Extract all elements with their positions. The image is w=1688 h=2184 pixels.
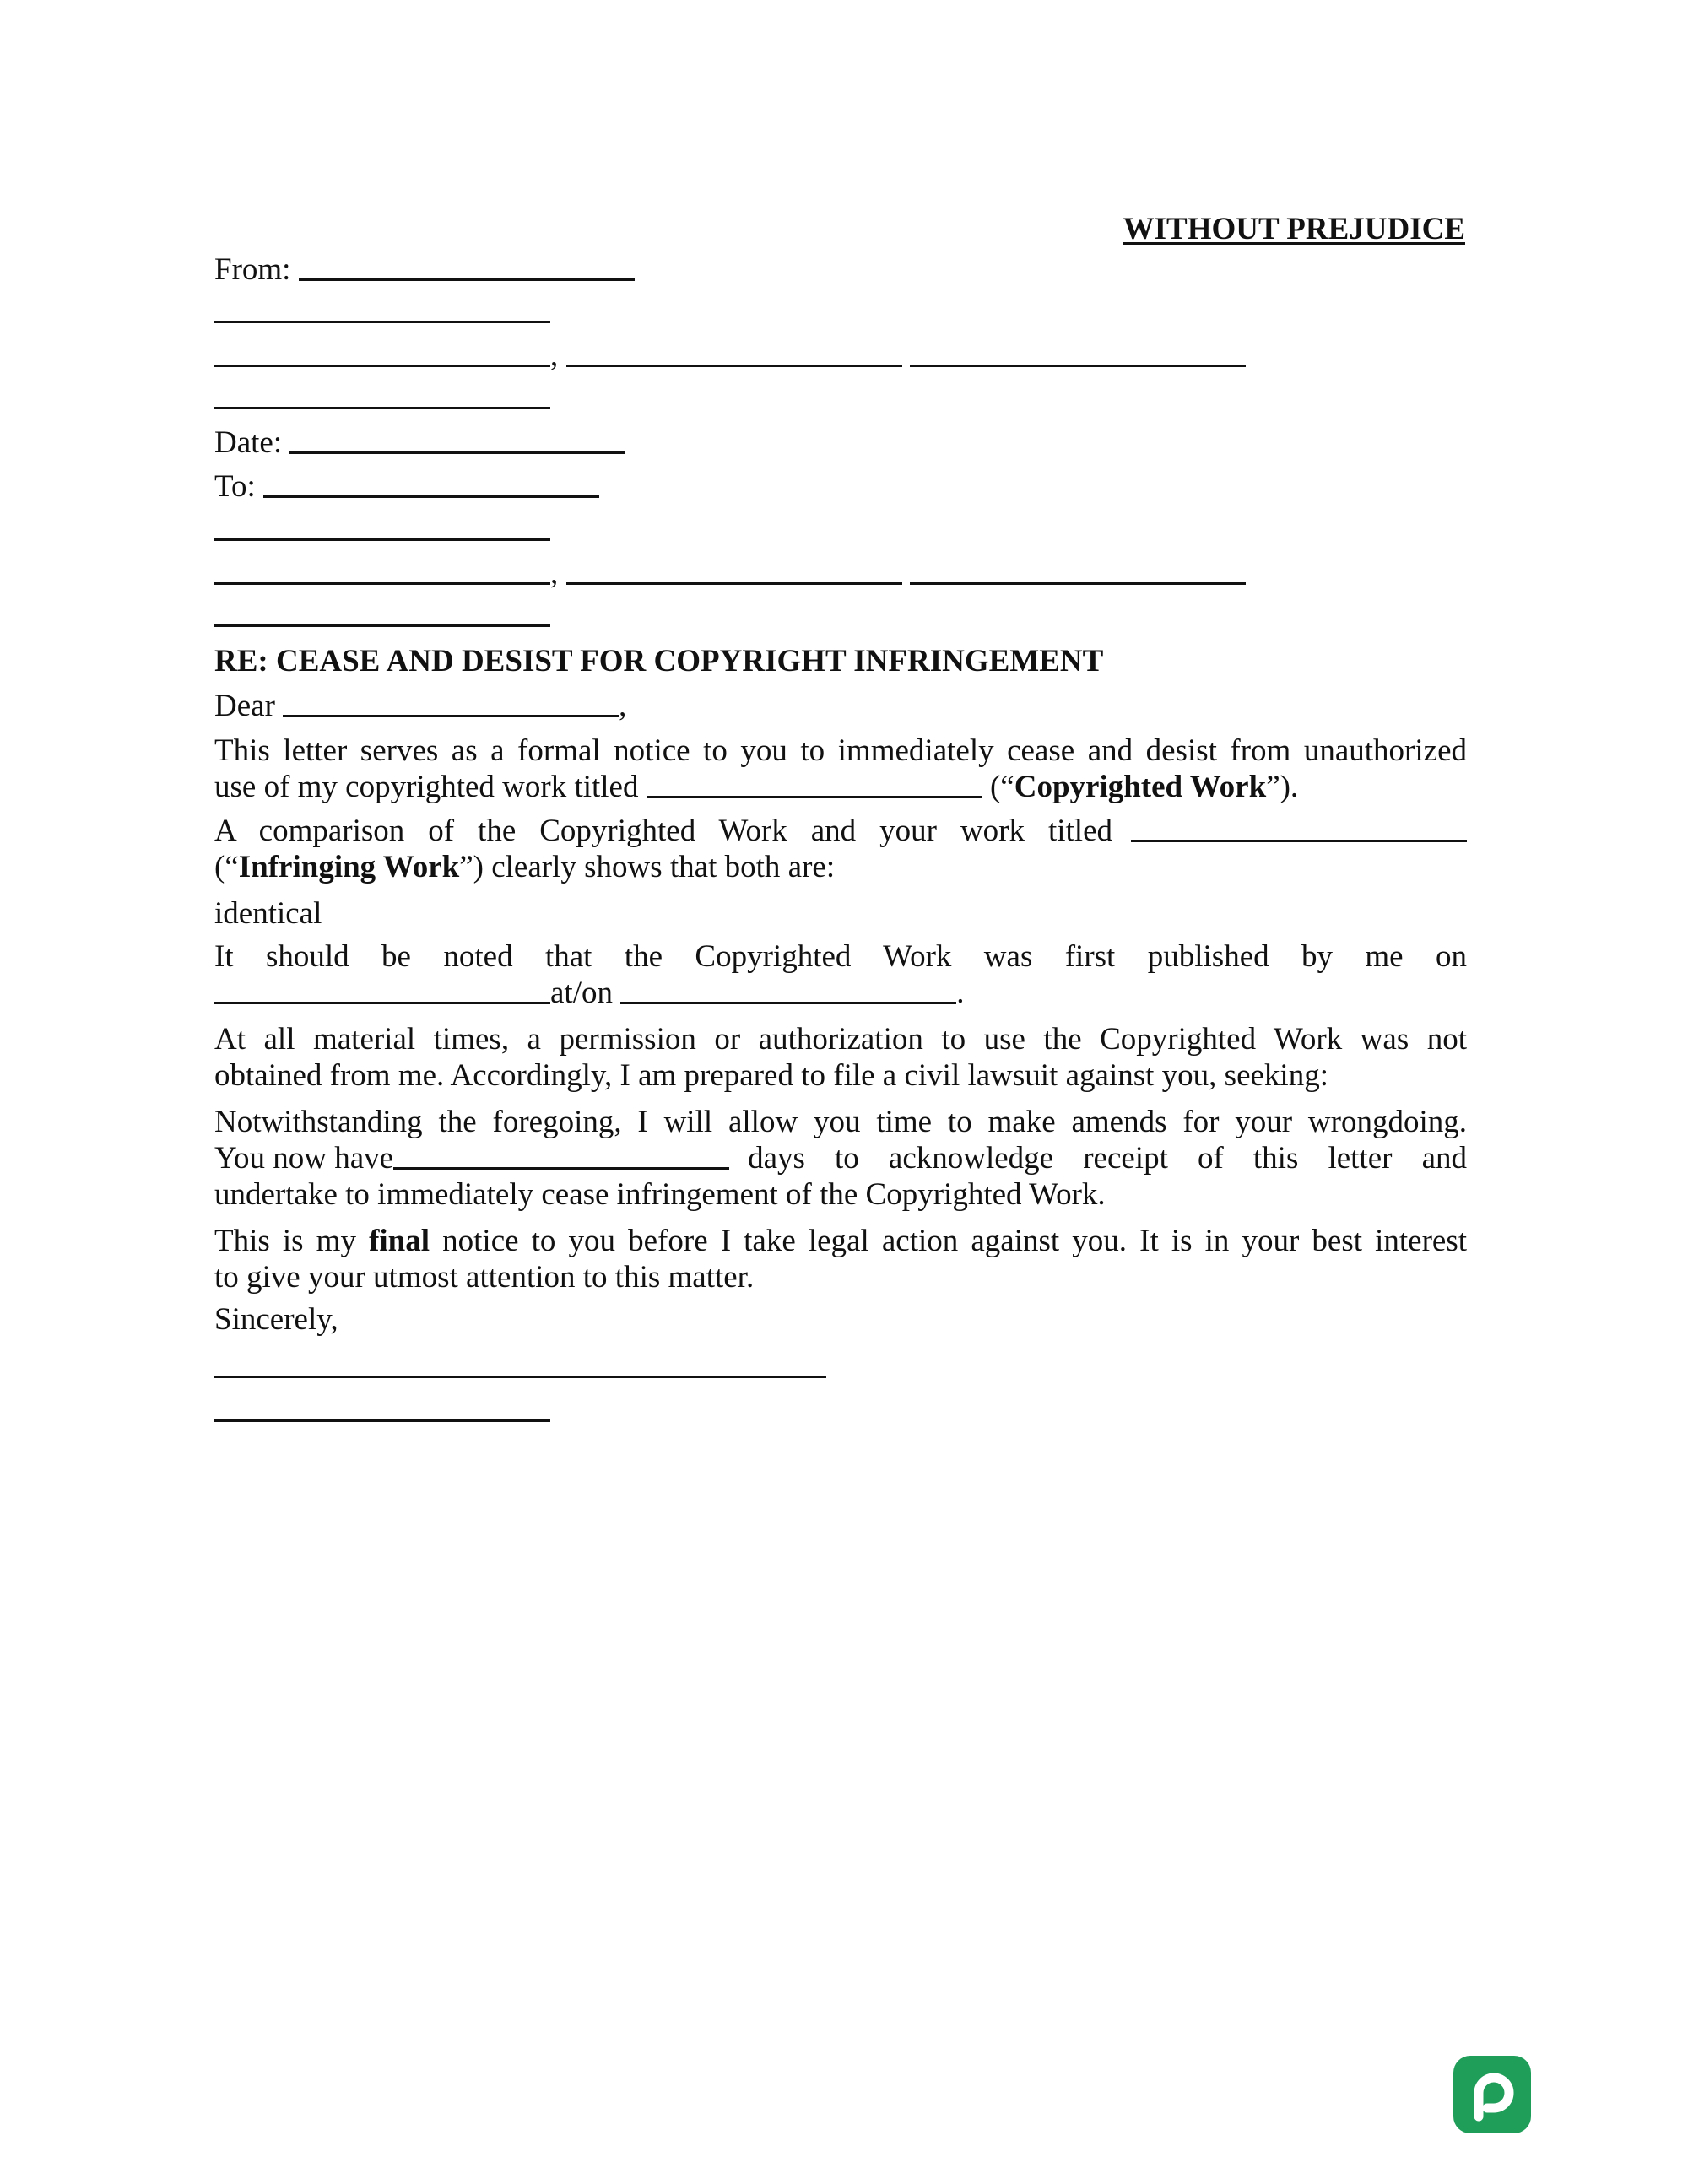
signature-blank[interactable]	[214, 1376, 826, 1378]
from-city-state-zip-line	[214, 338, 1246, 375]
from-zip-blank[interactable]	[910, 365, 1246, 367]
p2-quote-open: (“	[214, 850, 239, 884]
to-address-blank[interactable]	[214, 538, 550, 541]
paragraph-6-line-1	[214, 1223, 1467, 1259]
to-label: To:	[214, 469, 256, 504]
subject-line: RE: CEASE AND DESIST FOR COPYRIGHT INFRINGEMENT	[214, 644, 1104, 678]
from-city-blank[interactable]	[214, 365, 550, 367]
p6-text-b: notice to you before I take legal action against you. It is in your best interest	[442, 1224, 1468, 1258]
p-logo-icon	[1453, 2056, 1531, 2133]
to-extra-blank[interactable]	[214, 624, 550, 627]
p1-quote-close: ”).	[1266, 770, 1299, 804]
copyrighted-work-title-blank[interactable]	[647, 796, 982, 798]
from-name-blank[interactable]	[299, 278, 635, 281]
to-zip-blank[interactable]	[910, 582, 1246, 585]
publish-date-blank[interactable]	[214, 1002, 550, 1004]
final-term: final	[369, 1224, 430, 1258]
paragraph-3-line-1: It should be noted that the Copyrighted Work was first published by me on	[214, 939, 1467, 974]
from-label: From:	[214, 252, 291, 287]
date-blank[interactable]	[289, 451, 625, 454]
date-label: Date:	[214, 425, 283, 460]
to-city-blank[interactable]	[214, 582, 550, 585]
copyrighted-work-term: Copyrighted Work	[1014, 770, 1267, 804]
p-logo-icon-svg	[1453, 2056, 1531, 2133]
printed-name-line	[214, 1392, 550, 1430]
to-name-blank[interactable]	[263, 495, 599, 498]
paragraph-1-line-2	[214, 769, 1298, 806]
similarity-option: identical	[214, 896, 322, 931]
to-line	[214, 468, 599, 505]
at-on-label: at/on	[550, 976, 613, 1010]
printed-name-blank[interactable]	[214, 1419, 550, 1422]
paragraph-2-line-1	[214, 813, 1467, 849]
paragraph-4-line-2: obtained from me. Accordingly, I am prepared to file a civil lawsuit against you, seeking:	[214, 1058, 1328, 1093]
salutation-line	[214, 688, 626, 725]
period: .	[956, 976, 965, 1010]
p5-text-a: You now have	[214, 1141, 394, 1176]
from-address-blank[interactable]	[214, 321, 550, 323]
publish-place-blank[interactable]	[620, 1002, 956, 1004]
salutation-label: Dear	[214, 689, 275, 723]
paragraph-2-line-2	[214, 849, 835, 886]
to-city-state-zip-line	[214, 555, 1246, 592]
infringing-work-term: Infringing Work	[238, 850, 460, 884]
p6-text-a: This is my	[214, 1224, 356, 1258]
p1-text: use of my copyrighted work titled	[214, 770, 639, 804]
date-line	[214, 424, 625, 462]
p5-text-b: days to acknowledge receipt of this letter and	[748, 1141, 1467, 1176]
paragraph-5-line-3: undertake to immediately cease infringement of the Copyrighted Work.	[214, 1177, 1106, 1212]
infringing-work-title-blank[interactable]	[1131, 840, 1467, 842]
p1-quote-open: (“	[989, 770, 1014, 804]
paragraph-5-line-1: Notwithstanding the foregoing, I will allow you time to make amends for your wrongdoing.	[214, 1105, 1467, 1139]
signature-line	[214, 1349, 826, 1386]
to-extra-line	[214, 597, 550, 635]
to-address-line	[214, 511, 550, 549]
paragraph-4-line-1: At all material times, a permission or authorization to use the Copyrighted Work was not	[214, 1022, 1467, 1057]
without-prejudice-header: WITHOUT PREJUDICE	[1123, 212, 1465, 246]
from-line	[214, 251, 635, 289]
p2-text-end: ”) clearly shows that both are:	[459, 850, 836, 884]
from-extra-line	[214, 380, 550, 417]
p2-text: A comparison of the Copyrighted Work and your work titled	[214, 814, 1112, 848]
from-address-line	[214, 294, 550, 331]
comma: ,	[550, 556, 559, 591]
paragraph-1-line-1: This letter serves as a formal notice to you to immediately cease and desist from unauthorized	[214, 733, 1467, 768]
paragraph-6-line-2: to give your utmost attention to this matter.	[214, 1260, 755, 1295]
to-state-blank[interactable]	[566, 582, 902, 585]
paragraph-5-line-2	[214, 1140, 1467, 1176]
from-state-blank[interactable]	[566, 365, 902, 367]
closing-line: Sincerely,	[214, 1302, 338, 1337]
comma: ,	[550, 338, 559, 373]
from-extra-blank[interactable]	[214, 407, 550, 409]
paragraph-3-line-2	[214, 975, 964, 1012]
recipient-name-blank[interactable]	[283, 715, 619, 717]
days-blank[interactable]	[393, 1167, 729, 1170]
comma: ,	[619, 689, 627, 723]
